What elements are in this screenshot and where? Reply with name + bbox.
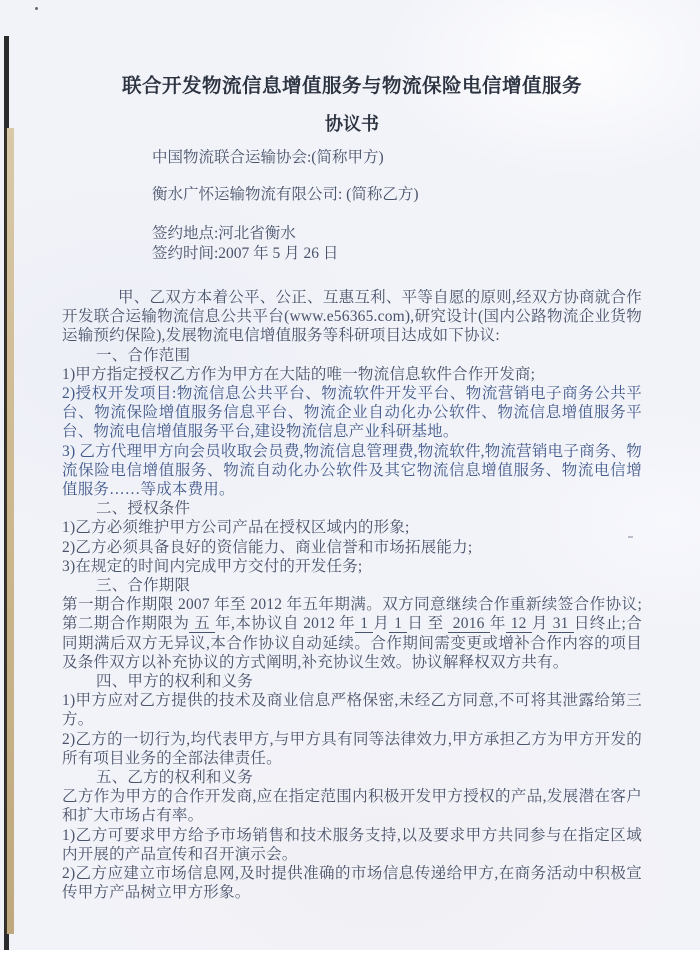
agreement-body: [62, 288, 642, 903]
text-segment: 年: [489, 615, 506, 633]
section-heading-3: [96, 576, 642, 595]
text-segment: 五、乙方的权利和义务: [96, 769, 254, 787]
text-segment: 1)乙方必须维护甲方公司产品在授权区域内的形象;: [62, 519, 410, 537]
text-segment: 3)在规定的时间内完成甲方交付的开发任务;: [62, 557, 363, 575]
text-segment: 日终止;合同期满后双方无异议,本合作协议自动延续。合作期间需变更或增补合作内容的项目及条件双方以补充协议的方式阐明,补充协议生效。协议解释权双方共有。: [62, 615, 642, 671]
document-content: [62, 0, 642, 903]
clause-5-1: [62, 826, 642, 864]
clause-2-3: [62, 557, 642, 576]
signing-time-line: 签约时间:2007 年 5 月 26 日: [152, 245, 339, 262]
party-a-line: 中国物流联合运输协会:(简称甲方): [152, 149, 384, 166]
clause-3-1: [62, 595, 642, 672]
text-segment: 四、甲方的权利和义务: [96, 673, 254, 691]
signing-location-line: 签约地点:河北省衡水: [152, 225, 296, 242]
text-segment: 甲、乙双方本着公平、公正、互惠互利、平等自愿的原则,经双方协商就合作开发联合运输物流信息公共平台(www.e56365.com),研究设计(国内公路物流企业货物运输预约保险),发展物流电信增值服务等科研项目达成如下协议:: [62, 289, 642, 345]
clause-5-2: [62, 864, 642, 902]
underlined-value: 1: [389, 615, 407, 633]
text-segment: 一、合作范围: [96, 346, 191, 364]
clause-2-1: [62, 518, 642, 537]
text-segment: 3) 乙方代理甲方向会员收取会员费,物流信息管理费,物流软件,物流营销电子商务、物流保险电信增值服务、物流自动化办公软件及其它物流信息增值服务、物流电信增值服务……等成本费用。: [62, 442, 642, 499]
intro-paragraph: [62, 288, 642, 346]
text-segment: 月: [373, 615, 390, 633]
scan-left-tan-edge: [5, 128, 14, 934]
document-subtitle: 协议书: [325, 114, 379, 134]
section-heading-5: [96, 768, 642, 787]
underlined-value: 1: [355, 615, 373, 633]
underlined-value: 12: [506, 615, 532, 633]
clause-2-2: [62, 538, 642, 557]
text-segment: 2)乙方必须具备良好的资信能力、商业信誉和市场拓展能力;: [62, 538, 473, 556]
document-title: 联合开发物流信息增值服务与物流保险电信增值服务: [121, 76, 582, 97]
text-segment: 乙方作为甲方的合作开发商,应在指定范围内积极开发甲方授权的产品,发展潜在客户和扩大市场占有率。: [62, 788, 642, 825]
underlined-value: 2016: [448, 615, 490, 633]
scan-bottom-white-strip: [0, 950, 700, 964]
text-segment: 1)乙方可要求甲方给予市场销售和技术服务支持,以及要求甲方共同参与在指定区域内开展的产品宣传和召开演示会。: [62, 826, 642, 863]
text-segment: 日 至: [407, 615, 448, 633]
text-segment: 月: [531, 615, 548, 633]
underlined-value: 五: [189, 615, 215, 633]
clause-4-2: [62, 730, 642, 768]
underlined-value: 31: [548, 615, 574, 633]
scan-speck: [35, 7, 38, 10]
text-segment: 第一期合作期限 2007 年至 2012 年五年期满。双方同意继续合作重新续签合作协议;第二期合作期限为: [62, 596, 642, 633]
clause-1-2: [62, 384, 642, 442]
section-heading-1: [96, 346, 642, 365]
text-segment: 三、合作期限: [96, 577, 191, 595]
section-heading-2: [96, 499, 642, 518]
clause-5-0: [62, 787, 642, 825]
text-segment: 二、授权条件: [96, 500, 191, 518]
text-segment: 2)乙方应建立市场信息网,及时提供准确的市场信息传递给甲方,在商务活动中积极宣传甲方产品树立甲方形象。: [62, 865, 642, 902]
clause-1-1: [62, 365, 642, 384]
section-heading-4: [96, 672, 642, 691]
party-b-line: 衡水广怀运输物流有限公司: (简称乙方): [152, 186, 419, 203]
text-segment: 年,本协议自 2012 年: [215, 615, 356, 633]
parties-block: [152, 148, 642, 264]
text-segment: 2)乙方的一切行为,均代表甲方,与甲方具有同等法律效力,甲方承担乙方为甲方开发的所有项目业务的全部法律责任。: [62, 730, 642, 767]
text-segment: 2)授权开发项目:物流信息公共平台、物流软件开发平台、物流营销电子商务公共平台、物流保险增值服务信息平台、物流企业自动化办公软件、物流信息增值服务平台、物流电信增值服务平台,建设物流信息产业科研基地。: [62, 385, 642, 441]
clause-4-1: [62, 691, 642, 729]
text-segment: 1)甲方应对乙方提供的技术及商业信息严格保密,未经乙方同意,不可将其泄露给第三方。: [62, 692, 642, 729]
clause-1-3: [62, 442, 642, 500]
text-segment: 1)甲方指定授权乙方作为甲方在大陆的唯一物流信息软件合作开发商;: [62, 365, 536, 383]
